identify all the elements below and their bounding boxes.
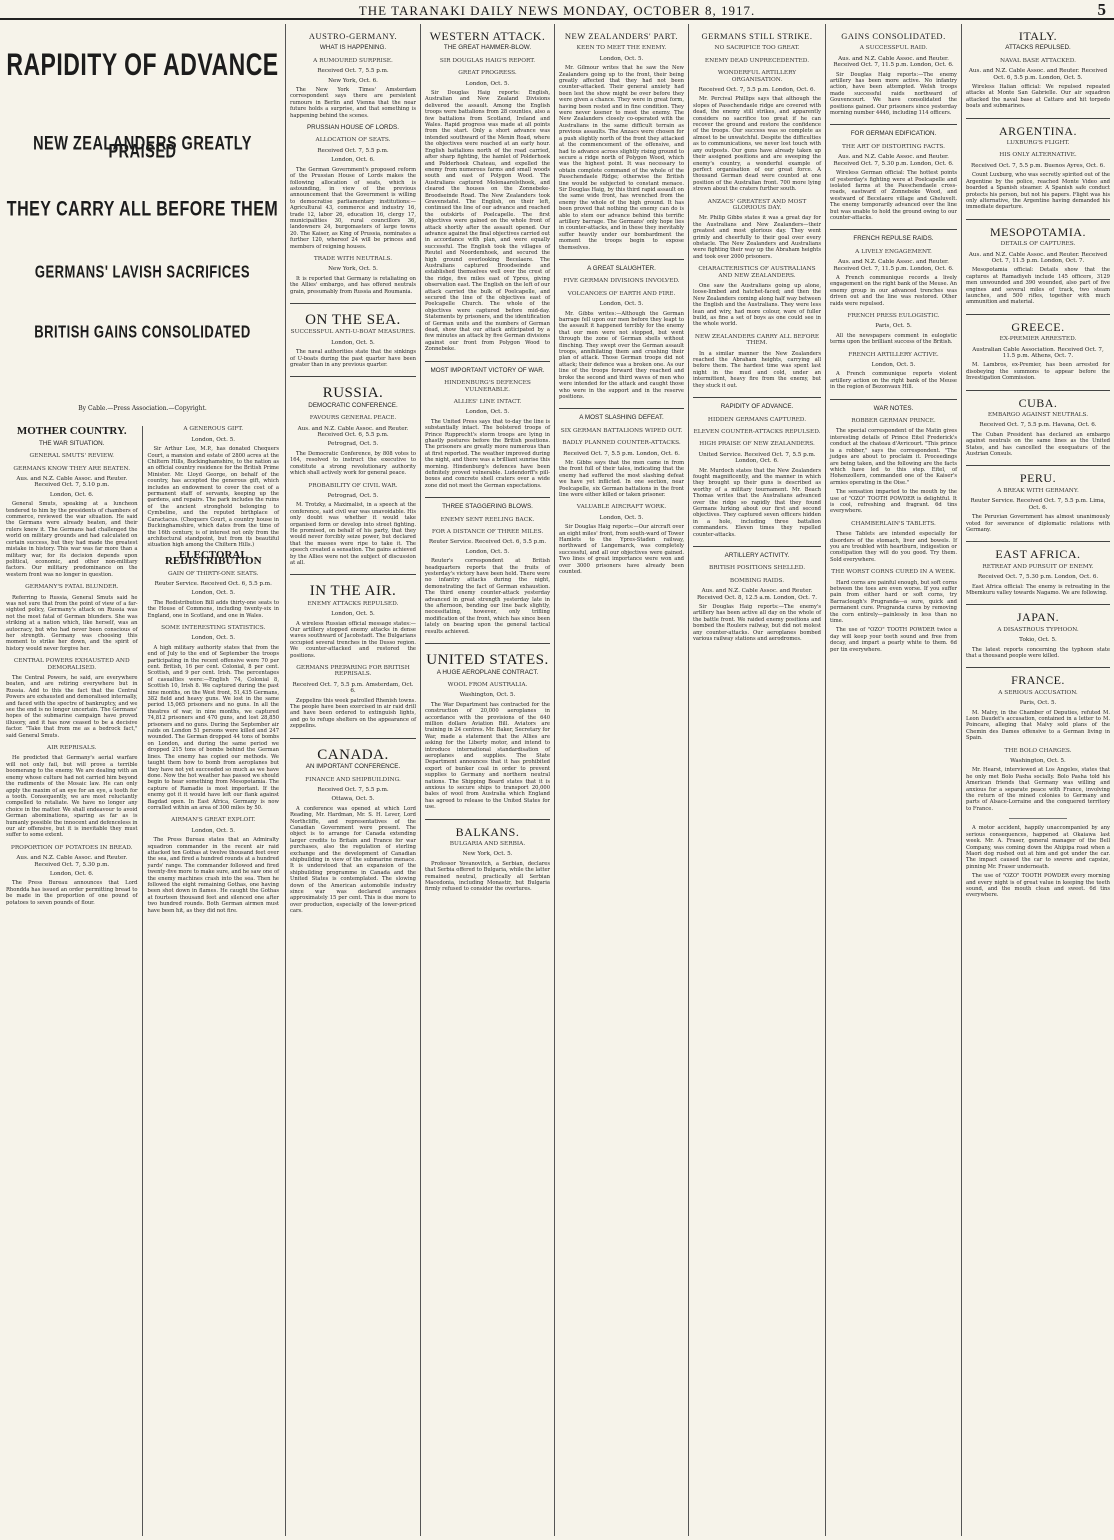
divider	[1009, 818, 1067, 819]
column-2	[285, 24, 420, 1536]
subheading: WHAT IS HAPPENING.	[319, 44, 387, 52]
advertisement-paragraph: Hard corns are painful enough, but soft corns between the toes are even worse. If you suffer pain from either hard or soft corns, try Barraclough's Prugranda—a sure, quick and permanent cure. Prugranda cures by removing the corn entirely—painlessly in less than no time.	[830, 579, 957, 625]
article-paragraph: Referring to Russia, General Smuts said he was not sure that from the point of view of a far-sighted policy, Germany's attack on Russia was not the most fatal of German blunders. She was striking at a nation which, like herself, was an autocracy, but who had never been conscious of her strength. Germany was choosing this moment to strike her down, and the spirit of history would never forgive her.	[6, 594, 138, 652]
subheading: HIDDEN GERMANS CAPTURED.	[707, 416, 807, 423]
newspaper-masthead-title: THE TARANAKI DAILY NEWS MONDAY, OCTOBER 8, 1917.	[358, 3, 756, 18]
dateline: Aus. and N.Z. Cable Assoc. and Reuter. Received Oct. 7, 11.5 p.m. London, Oct. 6.	[833, 55, 954, 69]
section-heading: ON THE SEA.	[305, 312, 401, 328]
divider	[966, 219, 1110, 220]
subheading: THE GREAT HAMMER-BLOW.	[443, 44, 532, 52]
subheading: GENERAL SMUTS' REVIEW.	[29, 453, 115, 460]
article-paragraph: The Central Powers, he said, are everywhere beaten, and are retiring everywhere but in Russia. Add to this the fact that the Central Powers are exhausted and demoralised internally, and faced with the spectre of bankruptcy, and we see the end is no longer uncertain. The Germans' hopes of the submarine campaign have proved illusory, and it has now ceased to be a decisive factor. "Take that from me as a bedrock fact," said General Smuts.	[6, 675, 138, 739]
dateline: Received Oct. 7, 5.5 p.m.	[317, 147, 389, 154]
dateline: London, Oct. 6.	[49, 491, 94, 498]
section-heading: AUSTRO-GERMANY.	[308, 31, 398, 41]
dateline: Received Oct. 7, 5.5 p.m. London, Oct. 6.	[698, 87, 816, 94]
dateline: London, Oct. 5.	[465, 548, 510, 555]
dateline: Received Oct. 7, 5.5 p.m. Amsterdam, Oct. 6.	[292, 681, 414, 695]
subheading: GREAT PROGRESS.	[458, 70, 517, 77]
subheading: GAIN OF THIRTY-ONE SEATS.	[167, 570, 259, 577]
dateline: London, Oct. 5.	[191, 590, 236, 597]
subheading: HINDENBURG'S DEFENCES VULNERABLE.	[444, 380, 531, 393]
divider	[693, 546, 821, 547]
subheading: ROBBER GERMAN PRINCE.	[851, 418, 936, 425]
article-paragraph: The German Government's proposed reform of the Prussian House of Lords makes the following allocation of seats, which is astounding, in view of the previous announcement that the Government is willing to democratise parliamentary institutions:—Agricultural 43, commerce and industry 16, trade 12, labor 26, education 16, clergy 17, municipalities 30, rural councillors 36, landowners 24, burgomasters of large towns 20. The Kaiser, as King of Prussia, nominates a further 120, whereof 24 will be princes and members of reigning houses.	[290, 166, 416, 250]
section-heading: BALKANS.	[455, 824, 520, 839]
masthead	[0, 0, 1114, 20]
subheading: ALLOCATION OF SEATS.	[315, 137, 391, 144]
section-heading: ARGENTINA.	[999, 123, 1077, 138]
article-paragraph: All the newspapers comment in eulogistic terms upon the brilliant success of the British.	[830, 332, 957, 346]
dateline: Received Oct. 7, 5.30 p.m. London, Oct. 6.	[977, 574, 1099, 581]
dateline: Reuter Service. Received Oct. 6, 5.5 p.m.	[154, 580, 272, 587]
divider	[966, 118, 1110, 119]
lead-column	[0, 24, 285, 1536]
section-heading: ARTILLERY ACTIVITY.	[724, 552, 790, 559]
article-paragraph: The Peruvian Government has almost unanimously voted for severance of diplomatic relations with Germany.	[966, 514, 1110, 533]
subheading: ATTACKS REPULSED.	[1005, 44, 1071, 52]
dateline: Reuter Service. Received Oct. 6, 5.5 p.m.	[428, 539, 547, 546]
dateline: Received Oct. 7, 5.5 p.m.	[317, 68, 389, 75]
subheading: NAVAL BASE ATTACKED.	[1000, 57, 1076, 64]
article-paragraph: Sir Arthur Lee, M.P., has donated Chequers Court, a mansion and estate of 2800 acres at the Chiltern Hills, Buckinghamshire, to the nation as an official country residence for the British Prime Minister. Mr. Lloyd George, on behalf of the country, has accepted the generous gift, which includes an endowment to cover the cost of a permanent staff of servants, keeping up the gardens, and repairs. The park includes the ruins of the ancient stronghold belonging to Cymbeline, and the reputed birthplace of Caractacus. (Chequers Court, a country house in Buckinghamshire, which dates from the time of the 16th century, is of interest not only from the architectural standpoint, but from its beautiful situation high among the Chiltern Hills.)	[147, 446, 279, 549]
article-paragraph: A French communique records a lively engagement on the right bank of the Meuse. An enemy group in our advanced trenches was driven out and the line was restored. Other raids were repulsed.	[830, 274, 957, 307]
dateline: London, Oct. 5.	[191, 635, 236, 642]
dateline: Aus. and N.Z. Cable Assoc. and Reuter. Received Oct. 7, 11.5 p.m. London, Oct. 7.	[968, 251, 1108, 264]
article-paragraph: Mr. Murdoch states that the New Zealanders fought magnificently, and the manner in which they brought up their guns is described as worthy of a military tournament. Mr. Beach Thomas writes that the Australians advanced over the ridge so rapidly that they found Germans lurking about our first and second objectives. They captured seven officers hidden in a hole, including three battalion commanders. Eleven times they repelled counter-attacks.	[693, 467, 821, 538]
dateline: Petrograd, Oct. 5.	[327, 441, 379, 448]
section-heading: MOST IMPORTANT VICTORY OF WAR.	[430, 366, 545, 374]
article-paragraph: In a similar manner the New Zealanders reached the Abraham heights, carrying all before them. The hardest time was spent last night in the mud and cold, under an intermittent, heavy fire from the enemy, but they stuck it out.	[693, 350, 821, 389]
article-paragraph: Wireless German official: The hottest points of yesterday's fighting were at Poelcapelle and isolated farms at the Passchendaele cross-roads, eastward of Zonnebeke Wood, and westward of Becelaere village and Gheluvelt. The enemy temporarily advanced over the line but was unable to hold the ground owing to our counter-attacks.	[830, 170, 957, 221]
article-paragraph: It is reported that Germany is retaliating on the Allies' embargo, and has offered neutrals grain, presumably from Russia and Roumania.	[290, 275, 416, 295]
article-paragraph: A motor accident, happily unaccompanied by any serious consequences, happened at Okaiawa last week. Mr. A. Fraser, general manager of the Bell Company, was coming down the Ahipipa road when a Maori dog rushed out at him and got under the car. The impact caused the car to swerve and capsize, pinning Mr. Fraser underneath.	[966, 825, 1110, 870]
article-paragraph: Sir Douglas Haig reports:—Our aircraft over an eight miles' front, from south-ward of Tower Hamlets to the Ypres-Staden railway, northward of Langemarck, was completely successful, and all our objectives were gained. Two lines of great importance were won and over 3000 prisoners have already been counted.	[559, 524, 684, 576]
section-heading: MESOPOTAMIA.	[989, 224, 1087, 239]
article-paragraph: The Redistribution Bill adds thirty-one seats to the House of Commons, including twenty-six in England, one in Scotland, and one in Wales.	[147, 599, 279, 619]
article-paragraph: General Smuts, speaking at a luncheon tendered to him by the presidents of chambers of commerce, reviewed the war situation. He said the Germans were already beaten, and their rulers knew it. The Germans had challenged the world on military grounds and had calculated on certain success, but they had made the greatest mistake in history. This war was far more than a military war, for its decision depends upon political, economic, and other non-military factors. Our military predominance on the western front was no longer in question.	[6, 501, 138, 578]
article-paragraph: M. Lambros, ex-Premier, has been arrested for disobeying the summons to appear before the Investigation Commission.	[966, 362, 1110, 382]
subheading: ELEVEN COUNTER-ATTACKS REPULSED.	[693, 428, 821, 435]
subheading: PROBABILITY OF CIVIL WAR.	[308, 482, 398, 489]
divider	[425, 497, 550, 498]
subheading: A DISASTROUS TYPHOON.	[997, 626, 1079, 633]
article-paragraph: The Press Bureau announces that Lord Rhondda has issued an order permitting bread to be made in the proportion of one pound of potatoes to seven pounds of flour.	[6, 880, 138, 906]
subheading: BULGARIA AND SERBIA.	[449, 841, 526, 848]
dateline: New York, Oct. 5.	[328, 266, 378, 273]
subheading: FOR A DISTANCE OF THREE MILES.	[431, 529, 544, 535]
section-heading: ITALY.	[1018, 29, 1058, 43]
article-paragraph: One saw the Australians going up alone, loose-limbed and hatchet-faced; and then the New Zealanders coming along half way between the English and the Australians. They were less lean and wiry, had more colour, ware of fuller build, as fine a set of boys as one could see in the whole world.	[693, 283, 822, 328]
subheading: EMBARGO AGAINST NEUTRALS.	[987, 412, 1089, 419]
dateline: Petrograd, Oct. 5.	[327, 492, 379, 499]
divider	[966, 667, 1110, 668]
dateline: Received Oct. 7, 5.5 p.m. Havana, Oct. 6.	[979, 422, 1097, 429]
article-paragraph: A conference was opened at which Lord Reading, Mr. Hardman, Mr. S. H. Lever, Lord Northcliffe, and representatives of the Canadian Government were present. The object is to arrange for Canada extending larger credits to Britain and France for war purchases, also the regulation of sterling exchange and the development of Canadian shipbuilding in view of the submarine menace. It is understood that an expansion of the shipbuilding programme in Canada and the United States is contemplated. The slowing down of the American automobile industry since war was declared averages approximately 15 per cent. This is due more to over production, especially of the lower-priced cars.	[290, 805, 416, 915]
article-paragraph: Mr. Percival Phillips says that although the slopes of Passchendaele ridge are covered with dead, the enemy still strikes, and apparently considers no sacrifice too great if he can recover the ground and restore the confidence of the troops. Our success was so complete as almost to be unwatchful. Despite the difficulties as to communications, we never lost touch with any outposts. Our guns have already taken up their assigned positions and are sweeping the enemy's country, a wonderful example of perfect organisation of our great force. A thousand German dead were counted at one position of the Australian front. 700 more lying strewn about the craters further south.	[693, 96, 821, 193]
dateline: Tokio, Oct. 5.	[1019, 637, 1057, 644]
subheading: SIR DOUGLAS HAIG'S REPORT.	[439, 57, 536, 64]
subheading: HIS ONLY ALTERNATIVE.	[999, 152, 1077, 159]
subheading: CHAMBERLAIN'S TABLETS.	[851, 520, 936, 527]
article-paragraph: East Africa official: The enemy is retreating in the Mbemkuru valley towards Nagamo. We are following.	[966, 583, 1110, 596]
dateline: London, Oct. 6.	[49, 870, 94, 877]
divider	[966, 390, 1110, 391]
subheading: WOOL FROM AUSTRALIA.	[447, 681, 528, 688]
subheading: FRENCH ARTILLERY ACTIVE.	[848, 351, 939, 358]
article-paragraph: The Democratic Conference, by 808 votes to 164, resolved to instruct the executive to constitute a strong revolutionary authority which shall actively work for general peace.	[290, 450, 416, 477]
subheading: THE BOLO CHARGES.	[1004, 747, 1072, 754]
subheading: DETAILS OF CAPTURES.	[1000, 241, 1076, 248]
subheading: A LIVELY ENGAGEMENT.	[855, 248, 932, 255]
subheading: NO SACRIFICE TOO GREAT.	[714, 45, 800, 52]
section-heading: WESTERN ATTACK.	[429, 29, 546, 43]
dateline: London, Oct. 6.	[331, 157, 375, 164]
divider	[290, 376, 416, 377]
article-paragraph: Professor Yovanovitch, a Serbian, declares that Serbia offered to Bulgaria, while the latter remained neutral, practically all Serbian Macedonia, including Monastir, but Bulgaria firmly refused to consider the overtures.	[425, 860, 550, 893]
article-paragraph: Reuter's correspondent at British headquarters reports that the fruits of yesterday's victory have been held. There were no infantry attacks during the night, demonstrating the fact of German exhaustion. The third enemy counter-attack yesterday advanced in great strength yesterday late in the afternoon, bending our line back slightly, necessitating, however, only trifling modification of the front, which has since been lately on bearing upon the general tactical results achieved.	[425, 558, 550, 635]
advertisement-paragraph: The sensation imparted to the mouth by the use of "OZO" TOOTH POWDER is delightful. It is cool, refreshing and fragrant. 6d tins everywhere.	[830, 489, 957, 515]
article-paragraph: The Press Bureau states that an Admiralty squadron commander in the recent air raid attacked ten Gothas at twelve thousand feet over the sea, and fired a hundred rounds at a hundred yards' range. The commander followed and fired twenty-five more to make sure, and he saw one of the enemy machines crash into the sea. Then he followed the eight remaining Gothas, one having been shot down in flames. He caught the Gothas at fourteen thousand feet and silenced one after two hundred rounds. Both German airmen must have been hit, as they did not fire.	[147, 837, 279, 914]
subheading: ANZACS' GREATEST AND MOST GLORIOUS DAY.	[707, 198, 807, 211]
subheading: SIX GERMAN BATTALIONS WIPED OUT.	[560, 427, 683, 434]
article-paragraph: Wireless Italian official: We repulsed repeated attacks at Monte San Gabrielle. Our air squadron attacked the naval base at Cattaro and hit torpedo boats and submarines.	[966, 84, 1110, 110]
article-paragraph: A wireless Russian official message states:—Our artillery stopped enemy attacks in dense waves southward of Jacobstadt. The Bulgarians occupied several trenches in the Dusso region. We counter-attacked and restored the positions.	[290, 620, 416, 659]
subheading: GERMANS PREPARING FOR BRITISH REPRISALS.	[296, 665, 410, 678]
subheading: SOME INTERESTING STATISTICS.	[161, 624, 266, 631]
dateline: Aus. and N.Z. Cable Assoc. and Reuter. Received Oct. 7, 11.5 p.m. London, Oct. 6.	[833, 259, 954, 272]
dateline: Aus. and N.Z. Cable Assoc. and Reuter. Received Oct. 7, 5.10 p.m.	[16, 476, 128, 489]
dateline: Aus. and N.Z. Cable Assoc. and Reuter. Received Oct. 7, 5.30 p.m. London, Oct. 6.	[833, 154, 954, 167]
subheading: EX-PREMIER ARRESTED.	[999, 336, 1077, 343]
subheading: KEEN TO MEET THE ENEMY.	[576, 45, 667, 52]
divider	[290, 303, 416, 304]
column-6	[825, 24, 961, 1536]
article-paragraph: He predicted that Germany's aerial warfare will not only fail, but will prove a terrible boomerang to the enemy. We are dealing with an enemy whose culture had not carried him beyond the rudiments of the Mosaic law. He can only apply the maxim of an eye for an eye, a tooth for a tooth. Consequently, we are most reluctantly compelled to retaliate. We have no longer any choice in the matter. We shall endeavour to avoid German abominations, sparing as far as is humanly possible the innocent and defenceless in our air offensive, but it is inevitable they must suffer to some extent.	[6, 755, 138, 839]
divider	[830, 229, 957, 230]
subheading: TRADE WITH NEUTRALS.	[313, 255, 393, 262]
lead-body-columns	[6, 426, 279, 1536]
subheading: FAVOURS GENERAL PEACE.	[309, 415, 397, 422]
dateline: New York, Oct. 5.	[462, 851, 513, 858]
subheading: AN IMPORTANT CONFERENCE.	[305, 763, 401, 771]
subheading: THE WAR SITUATION.	[39, 439, 105, 447]
dateline: Received Oct. 7, 5.5 p.m. Buenos Ayres, Oct. 6.	[970, 162, 1105, 169]
advertisement-paragraph: These Tablets are intended especially for disorders of the stomach, liver and bowels. If you are troubled with heartburn, indigestion or constipation they will do you good. Try them. Sold everywhere.	[830, 531, 957, 563]
dateline: Australian Cable Association. Received Oct. 7, 11.5 p.m. Athens, Oct. 7.	[972, 346, 1104, 359]
dateline: Aus. and N.Z. Cable Assoc. and Reuter. Received Oct. 7, 5.30 p.m.	[16, 855, 128, 868]
section-heading: IN THE AIR.	[309, 583, 397, 600]
subheading: FRENCH PRESS EULOGISTIC.	[847, 313, 940, 319]
subheading: BOMBING RAIDS.	[729, 577, 785, 584]
dateline: Aus. and N.Z. Cable Assoc. and Reuter. Received Oct. 8, 12.5 a.m. London, Oct. 7.	[696, 588, 818, 601]
subheading: A BREAK WITH GERMANY.	[997, 487, 1079, 494]
dateline: Paris, Oct. 5.	[1019, 700, 1057, 707]
subheading: A HUGE AEROPLANE CONTRACT.	[436, 668, 539, 676]
subheading: A MOST SLASHING DEFEAT.	[579, 414, 664, 422]
subheading: PRUSSIAN HOUSE OF LORDS.	[306, 124, 400, 132]
subheading: DEMOCRATIC CONFERENCE.	[308, 401, 398, 409]
dateline: United Service. Received Oct. 7, 5.5 p.m. London, Oct. 6.	[698, 451, 816, 465]
lead-subheadline-2: THEY CARRY ALL BEFORE THEM	[6, 197, 279, 221]
section-heading: FRANCE.	[1011, 673, 1065, 688]
subheading: THE WORST CORNS CURED IN A WEEK.	[831, 569, 956, 576]
divider	[966, 314, 1110, 315]
subheading: WONDERFUL ARTILLERY ORGANISATION.	[717, 70, 797, 83]
article-paragraph: Sir Douglas Haig reports:—The enemy artillery has been more active. No infantry action, have been attempted. Welsh troops made successful raids northward of Gouvencourt. We have consolidated the positions gained. Our prisoners since yesterday morning number 4446, including 114 officers.	[830, 71, 957, 117]
subheading: CENTRAL POWERS EXHAUSTED AND DEMORALISED.	[13, 658, 130, 671]
subheading: ENEMY SENT REELING BACK.	[440, 516, 535, 523]
dateline: London, Oct. 5.	[599, 514, 644, 521]
subheading: A GENEROUS GIFT.	[183, 426, 244, 433]
section-heading: NEW ZEALANDERS' PART.	[564, 31, 679, 41]
divider	[693, 397, 821, 398]
section-heading: PERU.	[1019, 471, 1057, 486]
article-paragraph: M. Malvy, in the Chamber of Deputies, refuted M. Leon Daudet's accusation, contained in a letter to M. Poincare, alleging that Malvy sold plans of the Chemin des Dames offensive to a German living in Spain.	[966, 709, 1110, 742]
subheading: FINANCE AND SHIPBUILDING.	[305, 776, 401, 783]
section-heading: FRENCH REPULSE RAIDS.	[853, 235, 934, 243]
column-3	[420, 24, 554, 1536]
subheading: AIR REPRISALS.	[47, 745, 97, 752]
section-heading: WAR NOTES.	[873, 404, 914, 412]
subheading: NEW ZEALANDERS CARRY ALL BEFORE THEM.	[694, 333, 820, 347]
page-number: 5	[1097, 0, 1106, 19]
section-heading: GAINS CONSOLIDATED.	[841, 31, 946, 41]
section-heading: EAST AFRICA.	[995, 547, 1081, 562]
subheading: A SERIOUS ACCUSATION.	[998, 689, 1078, 696]
section-heading: CANADA.	[317, 746, 389, 763]
section-heading: GERMANS STILL STRIKE.	[701, 31, 813, 41]
article-paragraph: Mesopotamia official: Details show that the captures at Ramadiyeh include 145 officers, 3129 men unwounded and 390 wounded, also part of five engines and several miles of track, two steam launches, and 500 rifles, together with much ammunition and material.	[966, 267, 1110, 306]
section-heading: THREE STAGGERING BLOWS.	[442, 503, 533, 511]
dateline: London, Oct. 5.	[331, 339, 375, 346]
lead-subheadline-3: GERMANS' LAVISH SACRIFICES	[34, 261, 251, 282]
subheading: FIVE GERMAN DIVISIONS INVOLVED.	[563, 278, 680, 285]
section-heading: GREECE.	[1011, 319, 1065, 334]
divider	[830, 399, 957, 400]
article-paragraph: The latest reports concerning the typhoon state that a thousand people were killed.	[966, 646, 1110, 659]
article-paragraph: The War Department has contracted for the construction of 20,000 aeroplanes in accordance with the provisions of the 640 million dollars Aviation Bill. Aviators are training in 24 centres. Mr. Baker, Secretary for War, made a statement that the Allies are asking for the Liberty motor, and intend to introduce international standardisation of aeroplanes and supplies. The State Department announces that it has prohibited export of bunker coal in order to prevent supplies to Germany and northern neutral nations. The Shipping Board states that it is anxious to secure ships to transport 20,000 bales of wool from Australia which England has agreed to release to the United States for use.	[425, 701, 550, 811]
section-heading: FOR GERMAN EDIFICATION.	[850, 130, 937, 138]
subheading: A GREAT SLAUGHTER.	[587, 265, 656, 272]
lead-headline: RAPIDITY OF ADVANCE	[6, 46, 279, 82]
divider	[425, 361, 550, 362]
divider	[290, 738, 416, 739]
article-paragraph: The special correspondent of the Matin gives interesting details of Prince Eitel Frederick's conduct at the chateau d'Avricourt. "This prince is a robber," says the correspondent. "The judges are about to proclaim it. Proceedings are being taken, and the following are the facts which have led to this step. Eitel, of Hohenzollern, commanded one of the Kaiser's armies operating in the Oise."	[830, 428, 957, 486]
article-paragraph: Zeppelins this week patrolled Rhenish towns. The people have been exercised in air raid drill and have been ordered to extinguish lights, and go to refuge shelters on the appearance of zeppelins.	[290, 697, 416, 730]
dateline: Aus. and N.Z. Cable Assoc. and Reuter. Received Oct. 6, 5.5 p.m. London, Oct. 5.	[968, 68, 1108, 81]
subheading: ENEMY ATTACKS REPULSED.	[307, 600, 399, 607]
article-paragraph: Mr. Philip Gibbs states it was a great day for the Australians and New Zealanders—their greatest and most glorious day. They went grimly and cheerfully to their goal over every obstacle. The New Zealanders and Australians were fighting their way up the Abraham heights and took over 2000 prisoners.	[693, 215, 821, 260]
subheading: PROPORTION OF POTATOES IN BREAD.	[10, 844, 133, 851]
subheading: AIRMAN'S GREAT EXPLOIT.	[171, 817, 256, 824]
article-paragraph: A French communique reports violent artillery action on the right bank of the Meuse in the region of Bezonvaux Hill.	[830, 371, 957, 391]
dateline: Aus. and N.Z. Cable Assoc. and Reuter. Received Oct. 6, 5.5 p.m.	[297, 425, 409, 439]
dateline: New York, Oct. 6.	[328, 77, 378, 84]
subheading: LUXBURG'S FLIGHT.	[1006, 140, 1070, 147]
subheading: BRITISH POSITIONS SHELLED.	[708, 565, 806, 572]
section-heading: UNITED STATES.	[426, 652, 549, 669]
subheading: THE ART OF DISTORTING FACTS.	[842, 143, 945, 150]
dateline: Ottawa, Oct. 5.	[331, 796, 375, 803]
divider	[966, 465, 1110, 466]
subheading: SUCCESSFUL ANTI-U-BOAT MEASURES.	[290, 329, 416, 336]
subheading: A RUMOURED SURPRISE.	[313, 57, 393, 64]
divider	[425, 643, 550, 644]
section-heading: RUSSIA.	[322, 385, 384, 402]
subheading: ENEMY DEAD UNPRECEDENTED.	[704, 57, 810, 64]
article-paragraph: Count Luxburg, who was secretly spirited out of the Argentine by the police, reached Monte Video and boarded a Spanish steamer. A Spanish safe conduct protects his person, but not his papers. Flight was his only alternative, the Argentine having demanded his immediate departure.	[966, 172, 1110, 211]
subheading: VOLCANOES OF EARTH AND FIRE.	[567, 290, 676, 297]
dateline: London, Oct. 5.	[331, 611, 375, 618]
column-7	[961, 24, 1114, 1536]
column-4	[554, 24, 688, 1536]
divider	[290, 574, 416, 575]
article-paragraph: Mr. Gibbs says that the men came in from the front full of their tales, indicating that the enemy had suffered the most slashing defeat we have yet inflicted. In one section, near Poelcapelle, six German battalions in the front line were either killed or taken prisoner.	[559, 459, 684, 498]
subheading: GERMANS KNOW THEY ARE BEATEN.	[13, 465, 131, 472]
byline: By Cable.—Press Association.—Copyright.	[78, 405, 207, 412]
dateline: Reuter Service. Received Oct. 7, 5.5 p.m. Lima, Oct. 6.	[970, 498, 1106, 511]
article-paragraph: M. Trotzky, a Maximalist, in a speech at the conference, said civil war was unavoidable. His only doubt was whether it would take organised form or develop into street fighting. He promised, on behalf of his party, that they would never forcibly seize power, but declared that the masses were ripe to take it. The speech created a sensation. The gains achieved by the Allies were not the subject of discussion at all.	[290, 502, 416, 566]
dateline: London, Oct. 5.	[465, 409, 510, 416]
divider	[559, 408, 684, 409]
dateline: London, Oct. 5.	[599, 55, 644, 62]
article-paragraph: The naval authorities state that the sinkings of U-boats during the past quarter have been greater than in any previous quarter.	[290, 349, 416, 369]
article-paragraph: Mr. Gibbs writes:—Although the German barrage fell upon our men before they leapt to the assault it happened terribly for the enemy that our men were not stopped, but went through the zone of German shells without flinching. They swept over the German assault troops, annihilating them and crushing their plan of attack. Those German troops did not attack; their defence was a broken one. As our line of the troops forward they reached and broke the second and third waves of men who were intended for the attack and caught those who were in the support and in the reserve positions.	[559, 310, 684, 400]
section-heading: ELECTORAL REDISTRIBUTION	[164, 548, 262, 568]
dateline: Washington, Oct. 5.	[1010, 758, 1066, 765]
dateline: London, Oct. 5.	[191, 827, 236, 834]
column-5	[688, 24, 825, 1536]
article-paragraph: Sir Douglas Haig reports: English, Australian and New Zealand Divisions delivered the assault. Among the English troops were battalions from 28 counties, also a few battalions from Scotland, Ireland and Wales. Rapid progress was made at all points from the start. Only a short advance was intended southward of the Menin Road, where the objectives were reached at an early hour. English battalions north of the road carried, after sharp fighting, the hamlet of Polderhoek and Polderhoek Chateau, and expelled the enemy from numerous farms and small woods south and east of Polygon Wood. The Australians captured Molenaarelsthoek, and cleared the houses on the Zonnebeke-Broodseinde Road. The New Zealanders took Gravenstafel. The English, on their left, continued the line of our advance and reached the outskirts of Poelcapelle. The first objectives were gained on the whole front of attack shortly after the assault opened. Our advance against the final objectives carried out in accordance with plan, and were equally successful. The English took the villages of Reutel and Noordemhoek, and secured the high ground overlooking Becelaere. The Australians captured Broodseinde and established themselves well over the crest of the ridge, five miles east of Ypres, giving observation east. The English on the left of our attack carried the bulk of Poelcapelle, and secured the line of the objectives east of Poelcapelle Church. The whole of the objectives were captured before mid-day. Statements by prisoners, and the identification of German units and the numbers of German dead, show that our attack anticipated by a few minutes an attack by five German divisions against our front from Polygon Wood to Zonnebeke.	[425, 90, 550, 353]
subheading: A SUCCESSFUL RAID.	[859, 45, 928, 52]
section-heading: MOTHER COUNTRY.	[16, 425, 127, 438]
article-paragraph: Mr. Hearst, interviewed at Los Angeles, states that he only met Bolo Pasha socially. Bolo Pasha told his American friends that Germany was willing and anxious for a separate peace with France, involving the return of the mined colonies to Germany and parts of Alsace-Lorraine and the conquered territory to France.	[966, 767, 1110, 812]
article-paragraph: A high military authority states that from the end of July to the end of September the troops participating in the recent offensive were 70 per cent. British, 16 per cent. Colonial, 8 per cent. Scottish, and 9 per cent. Irish. The percentages of casualties were:—English 74, Colonial 8, Scottish 10, Irish 8. We captured during the past nine months, on the West front, 51,435 Germans, 382 field and heavy guns. We lost in the same period 15,065 prisoners and no guns. In all the theatres of war, in nine months, we captured 74,812 prisoners and 470 guns, and lost 28,850 prisoners and no guns. During the September air raids on London 51 persons were killed and 247 wounded. The German dropped 44 tons of bombs on London, and during the same period we dropped 215 tons of bombs behind the German lines. The enemy has copied our methods. We taught them how to bomb from aeroplanes but they have not yet succeeded so much as we have done. Now the hot weather has passed we should begin to hear something from Mesopotamia. The capture of Ramadie is most important. If the enemy got it it would have left our flank against Bagdad open. In East Africa, Germany is now corralled within an area of 300 miles by 50.	[147, 644, 279, 811]
divider	[966, 541, 1110, 542]
divider	[559, 259, 684, 260]
subheading: HIGH PRAISE OF NEW ZEALANDERS.	[699, 441, 815, 448]
section-heading: RAPIDITY OF ADVANCE.	[720, 403, 794, 411]
article-paragraph: Sir Douglas Haig reports:—The enemy's artillery has been active all day on the whole of the battle front. We raided enemy positions and bombed the Roulers railway, but did not molest any counter-attacks. Our aeroplanes bombed various railway stations and aerodromes.	[693, 604, 821, 643]
lead-subheadline-4: BRITISH GAINS CONSOLIDATED	[34, 321, 251, 342]
divider	[425, 819, 550, 820]
article-paragraph: Mr. Gilmour writes that he saw the New Zealanders going up to the front, their being greatly affected that they had not been counter-attacked. Their general anxiety had been lest the show might be over before they were given a chance. They were in great form, having been rested and in fine condition. They were never keener to meet the enemy. The New Zealanders closely co-operated with the Australians in the same difficult terrain as previous assaults. The Anzacs were chosen for a push slightly north of the front they attacked at the commencement of the offensive, and had to advance across slightly rising ground to secure a ridge north of Polygon Wood, which was the highest point. It was necessary to obtain complete command of the whole of the Passchendaele Ridge; otherwise the British line would be subjected to constant menace. Sir Douglas Haig, by this third rapid assault on the same wide front, has wrenched from the enemy the whole of the high ground. It has been proved that nothing the enemy can do is able to stem our advance behind this terrific artillery barrage. The Germans' only hope lies in counter-attacks, and in these they inevitably suffer heavily under our bombardment the moment the troops begin to expose themselves.	[559, 65, 684, 251]
advertisement-paragraph: The use of "OZO" TOOTH POWDER every morning and every night is of great value in keeping the teeth sound, and the mouth clean and sweet. 6d tins everywhere.	[966, 873, 1110, 899]
divider	[830, 124, 957, 125]
article-paragraph: The New York Times' Amsterdam correspondent says there are persistent rumours in Berlin and Vienna that the near future holds a surprise, and that something is happening behind the scenes.	[290, 87, 416, 119]
lead-subheadline-1: NEW ZEALANDERS GREATLY PRAISED	[33, 133, 252, 164]
dateline: London, Oct. 5.	[871, 362, 916, 369]
article-paragraph: The Cuban President has declared an embargo against neutrals on the same lines as the United States, and has cancelled the exequaturs of the Austrian Consuls.	[966, 431, 1110, 458]
article-paragraph: The United Press says that to-day the line is substantially intact. The bolstered troops of Prince Rupprecht's storm troops are lying in ghastly postures before the British positions. The prisoners are greatly more numerous than at first reported. The weather improved during the night, and there was a brilliant sunrise this morning. Hindenburg's defences have been definitely proved vulnerable. Ludendorff's pill-boxes and concrete shell craters over a wide zone did not meet the German expectations.	[425, 418, 550, 489]
subheading: RETREAT AND PURSUIT OF ENEMY.	[982, 563, 1094, 570]
subheading: ALLIES' LINE INTACT.	[453, 398, 522, 405]
section-heading: JAPAN.	[1016, 610, 1060, 625]
dateline: Received Oct. 7, 5.5 p.m. London, Oct. 6.	[563, 450, 680, 457]
subheading: GERMANY'S FATAL BLUNDER.	[25, 584, 119, 591]
dateline: London, Oct. 5.	[191, 436, 236, 443]
dateline: Washington, Oct. 5.	[459, 692, 516, 699]
dateline: London, Oct. 5.	[599, 301, 644, 308]
section-heading: CUBA.	[1018, 395, 1058, 410]
dateline: Received Oct. 7, 5.5 p.m.	[317, 786, 389, 793]
subheading: VALUABLE AIRCRAFT WORK.	[576, 504, 667, 511]
dateline: Paris, Oct. 5.	[875, 323, 912, 330]
divider	[966, 604, 1110, 605]
advertisement-paragraph: The use of "OZO" TOOTH POWDER twice a day will keep your teeth sound and free from decay, and impart a pearly white to them. 6d per tin everywhere.	[830, 627, 957, 653]
dateline: London, Oct. 5.	[465, 80, 510, 87]
subheading: CHARACTERISTICS OF AUSTRALIANS AND NEW ZEALANDERS.	[698, 266, 816, 279]
subheading: BADLY PLANNED COUNTER-ATTACKS.	[562, 440, 681, 447]
